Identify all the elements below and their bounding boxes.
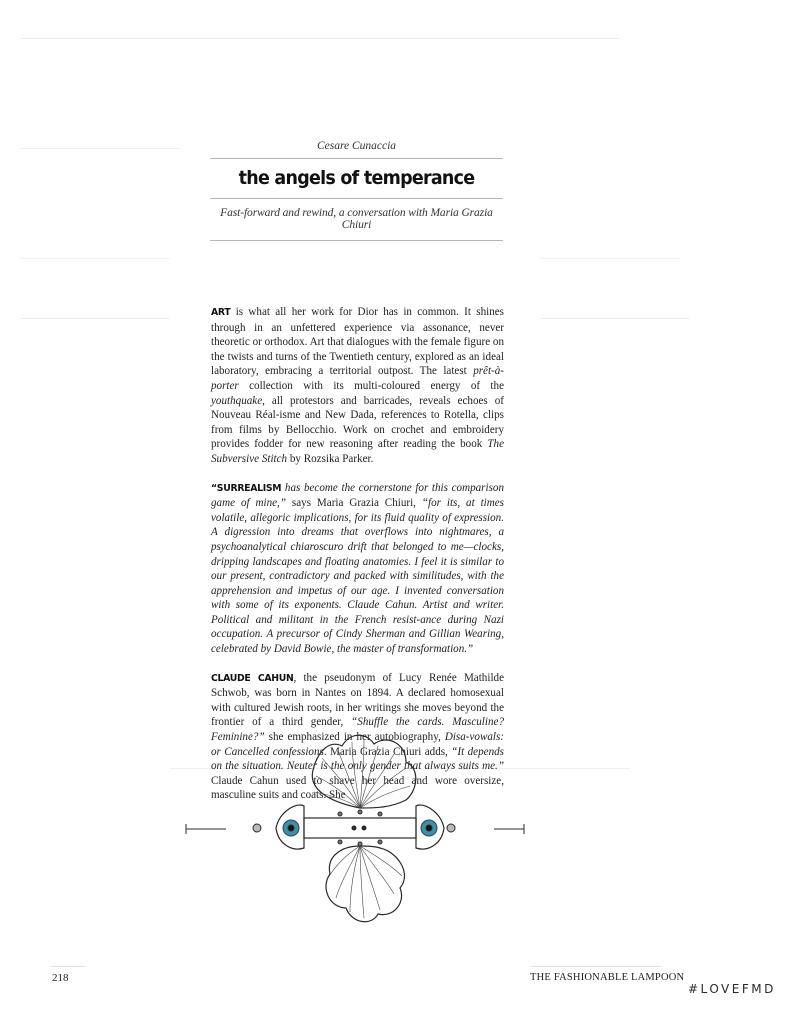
- divider: [210, 158, 503, 159]
- text: by Rozsika Parker.: [287, 452, 374, 465]
- divider: [210, 240, 503, 241]
- italic-text: prêt-à-porter: [211, 365, 504, 392]
- text: , the pseudonym of Lucy Renée Mathilde Schwob, was born in Nantes on 1894. A declared homosexual with cultured Jewish roots, in her writings she moves beyond the frontier of a third gender,: [211, 671, 504, 729]
- text: she emphasized in her autobiography,: [264, 731, 445, 744]
- lead-word: CLAUDE CAHUN: [211, 672, 294, 684]
- author-byline: Cesare Cunaccia: [316, 140, 397, 152]
- italic-text: The Subversive Stitch: [211, 438, 504, 465]
- paragraph-surrealism: [211, 481, 504, 657]
- lead-word: “SURREALISM: [211, 482, 282, 494]
- text: , all protestors and barricades, reveals echoes of Nouveau Réal-isme and New Dada, references to Rotella, clips from films by Bellocchio. Work on crochet and embroidery provides fodder for new reasoning after reading the book: [211, 394, 504, 451]
- divider: [210, 198, 503, 199]
- italic-text: youthquake: [211, 394, 263, 407]
- flower-eyes-illustration: [180, 728, 540, 938]
- article-header: [210, 140, 503, 241]
- italic-text: has become the cornerstone for this comparison game of mine,”: [211, 481, 504, 510]
- italic-text: “for its, at times volatile, allegoric implications, for its fluid quality of expression. A digression into dreams that overflows into nightmares, a psychoanalytical chiaroscuro drift that belonged to me—clocks, dripping landscapes and floating anatomies. I feel it is similar to our present, contradictory and packed with similitudes, with the apprehension and impetus of our age. I invented conversation with some of its exponents. Claude Cahun. Artist and writer. Political and militant in the French resist-ance during Nazi occupation. A precursor of Cindy Sherman and Gillian Wearing, celebrated by David Bowie, the master of transformation.”: [211, 497, 504, 656]
- paragraph-art: [211, 305, 504, 467]
- text: collection with its multi-coloured energy of the: [238, 379, 504, 392]
- text: Claude Cahun used to shave her head and wore oversize, masculine suits and coats. She: [211, 774, 504, 802]
- lead-word: ART: [211, 307, 231, 318]
- magazine-name: THE FASHIONABLE LAMPOON: [530, 972, 685, 983]
- watermark: #LOVEFMD: [688, 982, 776, 996]
- page-number: 218: [52, 972, 69, 984]
- text: is what all her work for Dior has in common. It shines through in an unfettered experience via assonance, never theoretic or orthodox. Art that dialogues with the female figure on the twists and turns of the Twentieth century, explored as an ideal laboratory, embracing a territorial outpost. The latest: [211, 306, 504, 378]
- text: . Maria Grazia Chiuri adds,: [323, 745, 452, 758]
- article-subtitle: Fast-forward and rewind, a conversation with Maria Grazia Chiuri: [220, 207, 493, 231]
- article-title: the angels of temperance: [238, 167, 475, 189]
- italic-text: “It depends on the situation. Neuter is the only gender that always suits me.”: [211, 745, 504, 773]
- italic-text: “Shuffle the cards. Masculine? Feminine?”: [211, 716, 504, 744]
- text: says Maria Grazia Chiuri,: [286, 497, 422, 510]
- italic-text: Disa-vowals: or Cancelled confessions: [211, 731, 504, 758]
